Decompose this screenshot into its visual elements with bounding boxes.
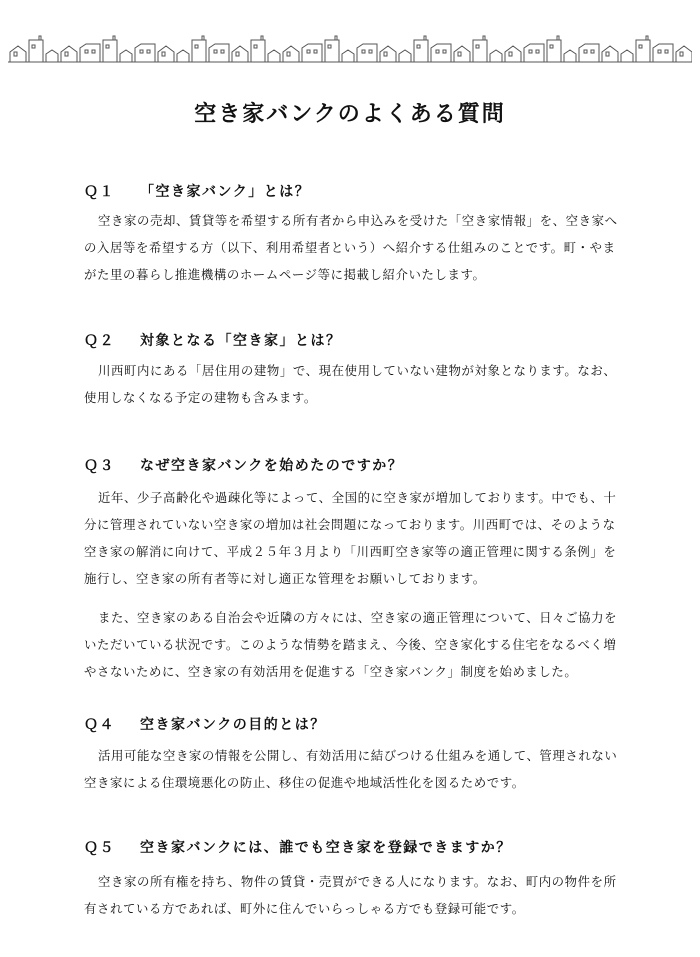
question-number: Ｑ５ bbox=[84, 840, 115, 856]
answer-paragraph: 空き家の売却、賃貸等を希望する所有者から申込みを受けた「空き家情報」を、空き家への入居等を希望する方（以下、利用希望者という）へ紹介する仕組みのことです。町・やまがた里の暮らし推進機構のホームページ等に掲載し紹介いたします。 bbox=[84, 213, 618, 282]
answer-paragraph: 活用可能な空き家の情報を公開し、有効活用に結びつける仕組みを通して、管理されない空き家による住環境悪化の防止、移住の促進や地域活性化を図るためです。 bbox=[84, 748, 618, 790]
answer-text bbox=[84, 357, 624, 411]
answer-paragraph: 空き家の所有権を持ち、物件の賃貸・売買ができる人になります。なお、町内の物件を所有されている方であれば、町外に住んでいらっしゃる方でも登録可能です。 bbox=[84, 874, 617, 916]
question-number: Ｑ４ bbox=[84, 717, 115, 733]
question-text: なぜ空き家バンクを始めたのですか？ bbox=[140, 458, 404, 474]
answer-text bbox=[84, 868, 624, 922]
question-heading bbox=[84, 455, 403, 475]
answer-paragraph: 近年、少子高齢化や過疎化等によって、全国的に空き家が増加しております。中でも、十分に管理されていない空き家の増加は社会問題になっております。川西町では、そのような空き家の解消に向けて、平成２５年３月より「川西町空き家等の適正管理に関する条例」を施行し、空き家の所有者等に対し適正な管理をお願いしております。 bbox=[84, 490, 617, 586]
house-skyline-path bbox=[8, 36, 692, 62]
answer-paragraph: また、空き家のある自治会や近隣の方々には、空き家の適正管理について、日々ご協力をいただいている状況です。このような情勢を踏まえ、今後、空き家化する住宅をなるべく増やさないために、空き家の有効活用を促進する「空き家バンク」制度を始めました。 bbox=[84, 610, 618, 679]
page-title: 空き家バンクのよくある質問 bbox=[194, 102, 506, 127]
house-skyline-icon bbox=[8, 30, 692, 64]
answer-text bbox=[84, 484, 624, 685]
answer-paragraph: 川西町内にある「居住用の建物」で、現在使用していない建物が対象となります。なお、使用しなくなる予定の建物も含みます。 bbox=[84, 363, 617, 405]
question-text: 対象となる「空き家」とは？ bbox=[140, 333, 342, 349]
answer-text bbox=[84, 742, 624, 796]
question-heading bbox=[84, 837, 512, 857]
question-heading bbox=[84, 181, 310, 201]
question-text: 空き家バンクの目的とは？ bbox=[140, 717, 326, 733]
question-number: Ｑ１ bbox=[84, 184, 115, 200]
answer-text bbox=[84, 207, 624, 288]
question-heading bbox=[84, 330, 342, 350]
question-number: Ｑ２ bbox=[84, 333, 115, 349]
question-text: 「空き家バンク」とは？ bbox=[140, 184, 311, 200]
question-number: Ｑ３ bbox=[84, 458, 115, 474]
question-text: 空き家バンクには、誰でも空き家を登録できますか？ bbox=[140, 840, 512, 856]
question-heading bbox=[84, 714, 326, 734]
